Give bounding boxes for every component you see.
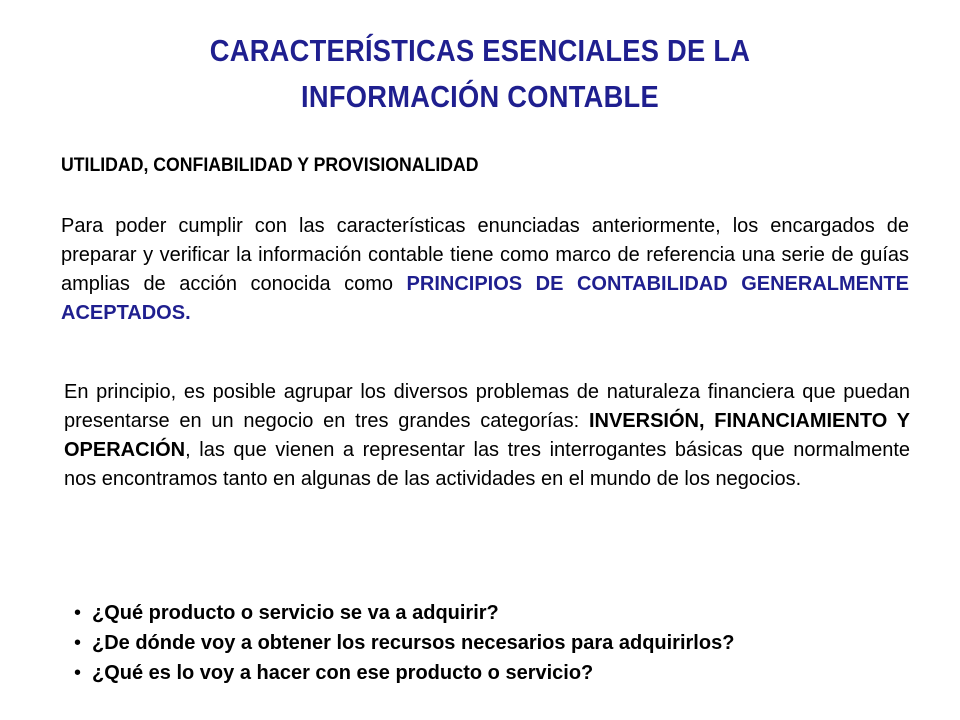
- paragraph-principles: [61, 212, 909, 328]
- bullet-icon: •: [74, 662, 82, 684]
- paragraph-categories-rest: , las que vienen a representar las tres interrogantes básicas que normalmente nos encontramos tanto en algunas de las actividades en el mundo de los negocios.: [64, 439, 910, 490]
- question-text: ¿Qué producto o servicio se va a adquirir?: [92, 602, 499, 624]
- bullet-icon: •: [74, 602, 82, 624]
- list-item: [70, 598, 734, 628]
- list-item: [70, 628, 734, 658]
- slide-title: [128, 28, 832, 120]
- principles-highlight: PRINCIPIOS DE CONTABILIDAD GENERALMENTE ACEPTADOS.: [61, 273, 909, 324]
- paragraph-principles-text: Para poder cumplir con las características enunciadas anteriormente, los encargados de preparar y verificar la información contable tiene como marco de referencia una serie de guías amplias de acción conocida como: [61, 215, 909, 295]
- bullet-icon: •: [74, 632, 82, 654]
- paragraph-categories: [64, 378, 910, 494]
- paragraph-categories-intro: En principio, es posible agrupar los diversos problemas de naturaleza financiera que puedan presentarse en un negocio en tres grandes categorías:: [64, 381, 910, 432]
- slide-title-line-2: INFORMACIÓN CONTABLE: [301, 79, 659, 114]
- question-text: ¿Qué es lo voy a hacer con ese producto o servicio?: [92, 662, 594, 684]
- section-subtitle: UTILIDAD, CONFIABILIDAD Y PROVISIONALIDAD: [61, 155, 479, 176]
- questions-list: [70, 598, 734, 688]
- slide-title-line-1: CARACTERÍSTICAS ESENCIALES DE LA: [209, 33, 751, 68]
- question-text: ¿De dónde voy a obtener los recursos necesarios para adquirirlos?: [92, 632, 735, 654]
- list-item: [70, 658, 734, 688]
- categories-highlight: INVERSIÓN, FINANCIAMIENTO Y OPERACIÓN: [64, 410, 910, 461]
